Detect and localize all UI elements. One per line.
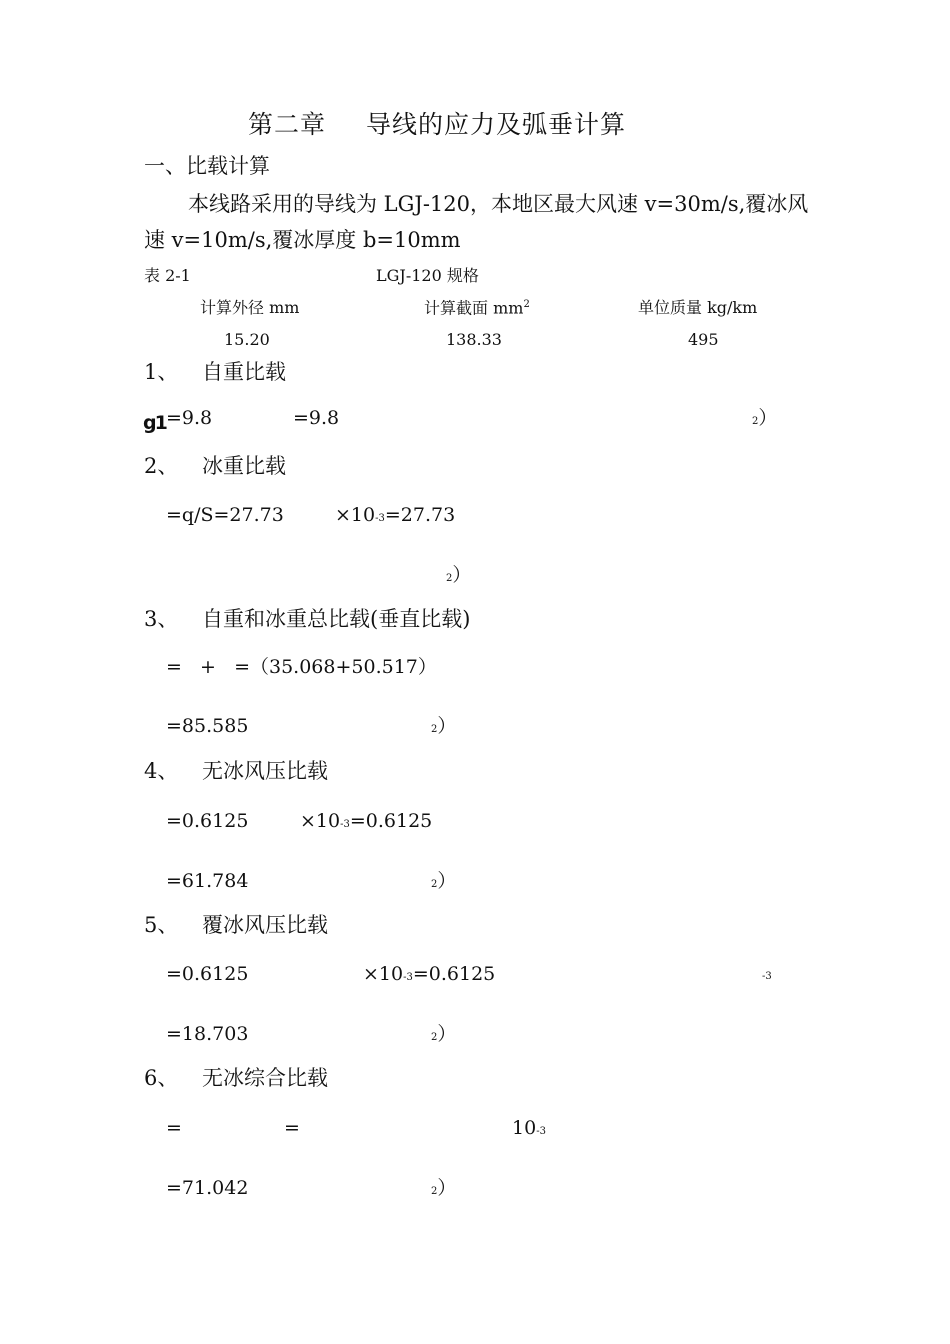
f4-expr-d: =61.784 xyxy=(166,870,249,892)
item-2-number: 2、 xyxy=(144,454,179,478)
section-heading: 一、比载计算 xyxy=(144,154,270,178)
table-value-mass: 495 xyxy=(688,330,719,349)
f2-expr-a: =q/S=27.73 xyxy=(166,504,284,526)
table-header-diameter: 计算外径 mm xyxy=(200,298,300,317)
f5-right-exponent: -3 xyxy=(762,971,772,982)
f5-unit: 2） xyxy=(431,1023,457,1045)
item-6-number: 6、 xyxy=(144,1066,179,1090)
table-caption: LGJ-120 规格 xyxy=(376,266,479,285)
f3-unit: 2） xyxy=(431,715,457,737)
table-header-area: 计算截面 $mm^2$ xyxy=(424,298,530,318)
table-value-diameter: 15.20 xyxy=(224,330,270,349)
table-header-mass: 单位质量 kg/km xyxy=(638,298,758,317)
f3-expr-a: = + =（35.068+50.517） xyxy=(166,656,437,678)
f4-expr-b: ×10-3=0.6125 xyxy=(300,810,433,832)
item-5-name: 覆冰风压比载 xyxy=(202,913,328,937)
item-3-name: 自重和冰重总比载(垂直比载) xyxy=(202,607,471,631)
f5-expr-d: =18.703 xyxy=(166,1023,249,1045)
item-2-name: 冰重比载 xyxy=(202,454,286,478)
f5-expr-b: ×10-3=0.6125 xyxy=(363,963,496,985)
f6-expr-c: 10-3 xyxy=(512,1117,546,1139)
item-1-number: 1、 xyxy=(144,360,179,384)
item-5-number: 5、 xyxy=(144,913,179,937)
f5-expr-a: =0.6125 xyxy=(166,963,249,985)
item-6-name: 无冰综合比载 xyxy=(202,1066,328,1090)
f1-expr-b: =9.8 xyxy=(293,407,340,429)
f4-expr-a: =0.6125 xyxy=(166,810,249,832)
f6-unit: 2） xyxy=(431,1177,457,1199)
f1-expr-a: =9.8 xyxy=(166,407,213,429)
f6-expr-a: = xyxy=(166,1117,182,1139)
chapter-number: 第二章 xyxy=(248,110,327,139)
table-value-area: 138.33 xyxy=(446,330,502,349)
item-1-name: 自重比载 xyxy=(202,360,286,384)
g1-symbol: g1 xyxy=(143,412,166,434)
intro-line-2: 速 v=10m/s,覆冰厚度 b=10mm xyxy=(144,228,461,252)
chapter-title: 导线的应力及弧垂计算 xyxy=(366,110,627,139)
f2-unit: 2） xyxy=(446,564,472,586)
table-label: 表 2-1 xyxy=(144,266,191,285)
f4-unit: 2） xyxy=(431,870,457,892)
item-3-number: 3、 xyxy=(144,607,179,631)
f1-unit: 2） xyxy=(752,407,778,429)
intro-line-1: 本线路采用的导线为 LGJ-120，本地区最大风速 v=30m/s,覆冰风 xyxy=(188,192,809,216)
f6-expr-d: =71.042 xyxy=(166,1177,249,1199)
f3-expr-b: =85.585 xyxy=(166,715,249,737)
item-4-name: 无冰风压比载 xyxy=(202,759,328,783)
item-4-number: 4、 xyxy=(144,759,179,783)
f6-expr-b: = xyxy=(284,1117,300,1139)
f2-expr-b: ×10-3=27.73 xyxy=(335,504,456,526)
